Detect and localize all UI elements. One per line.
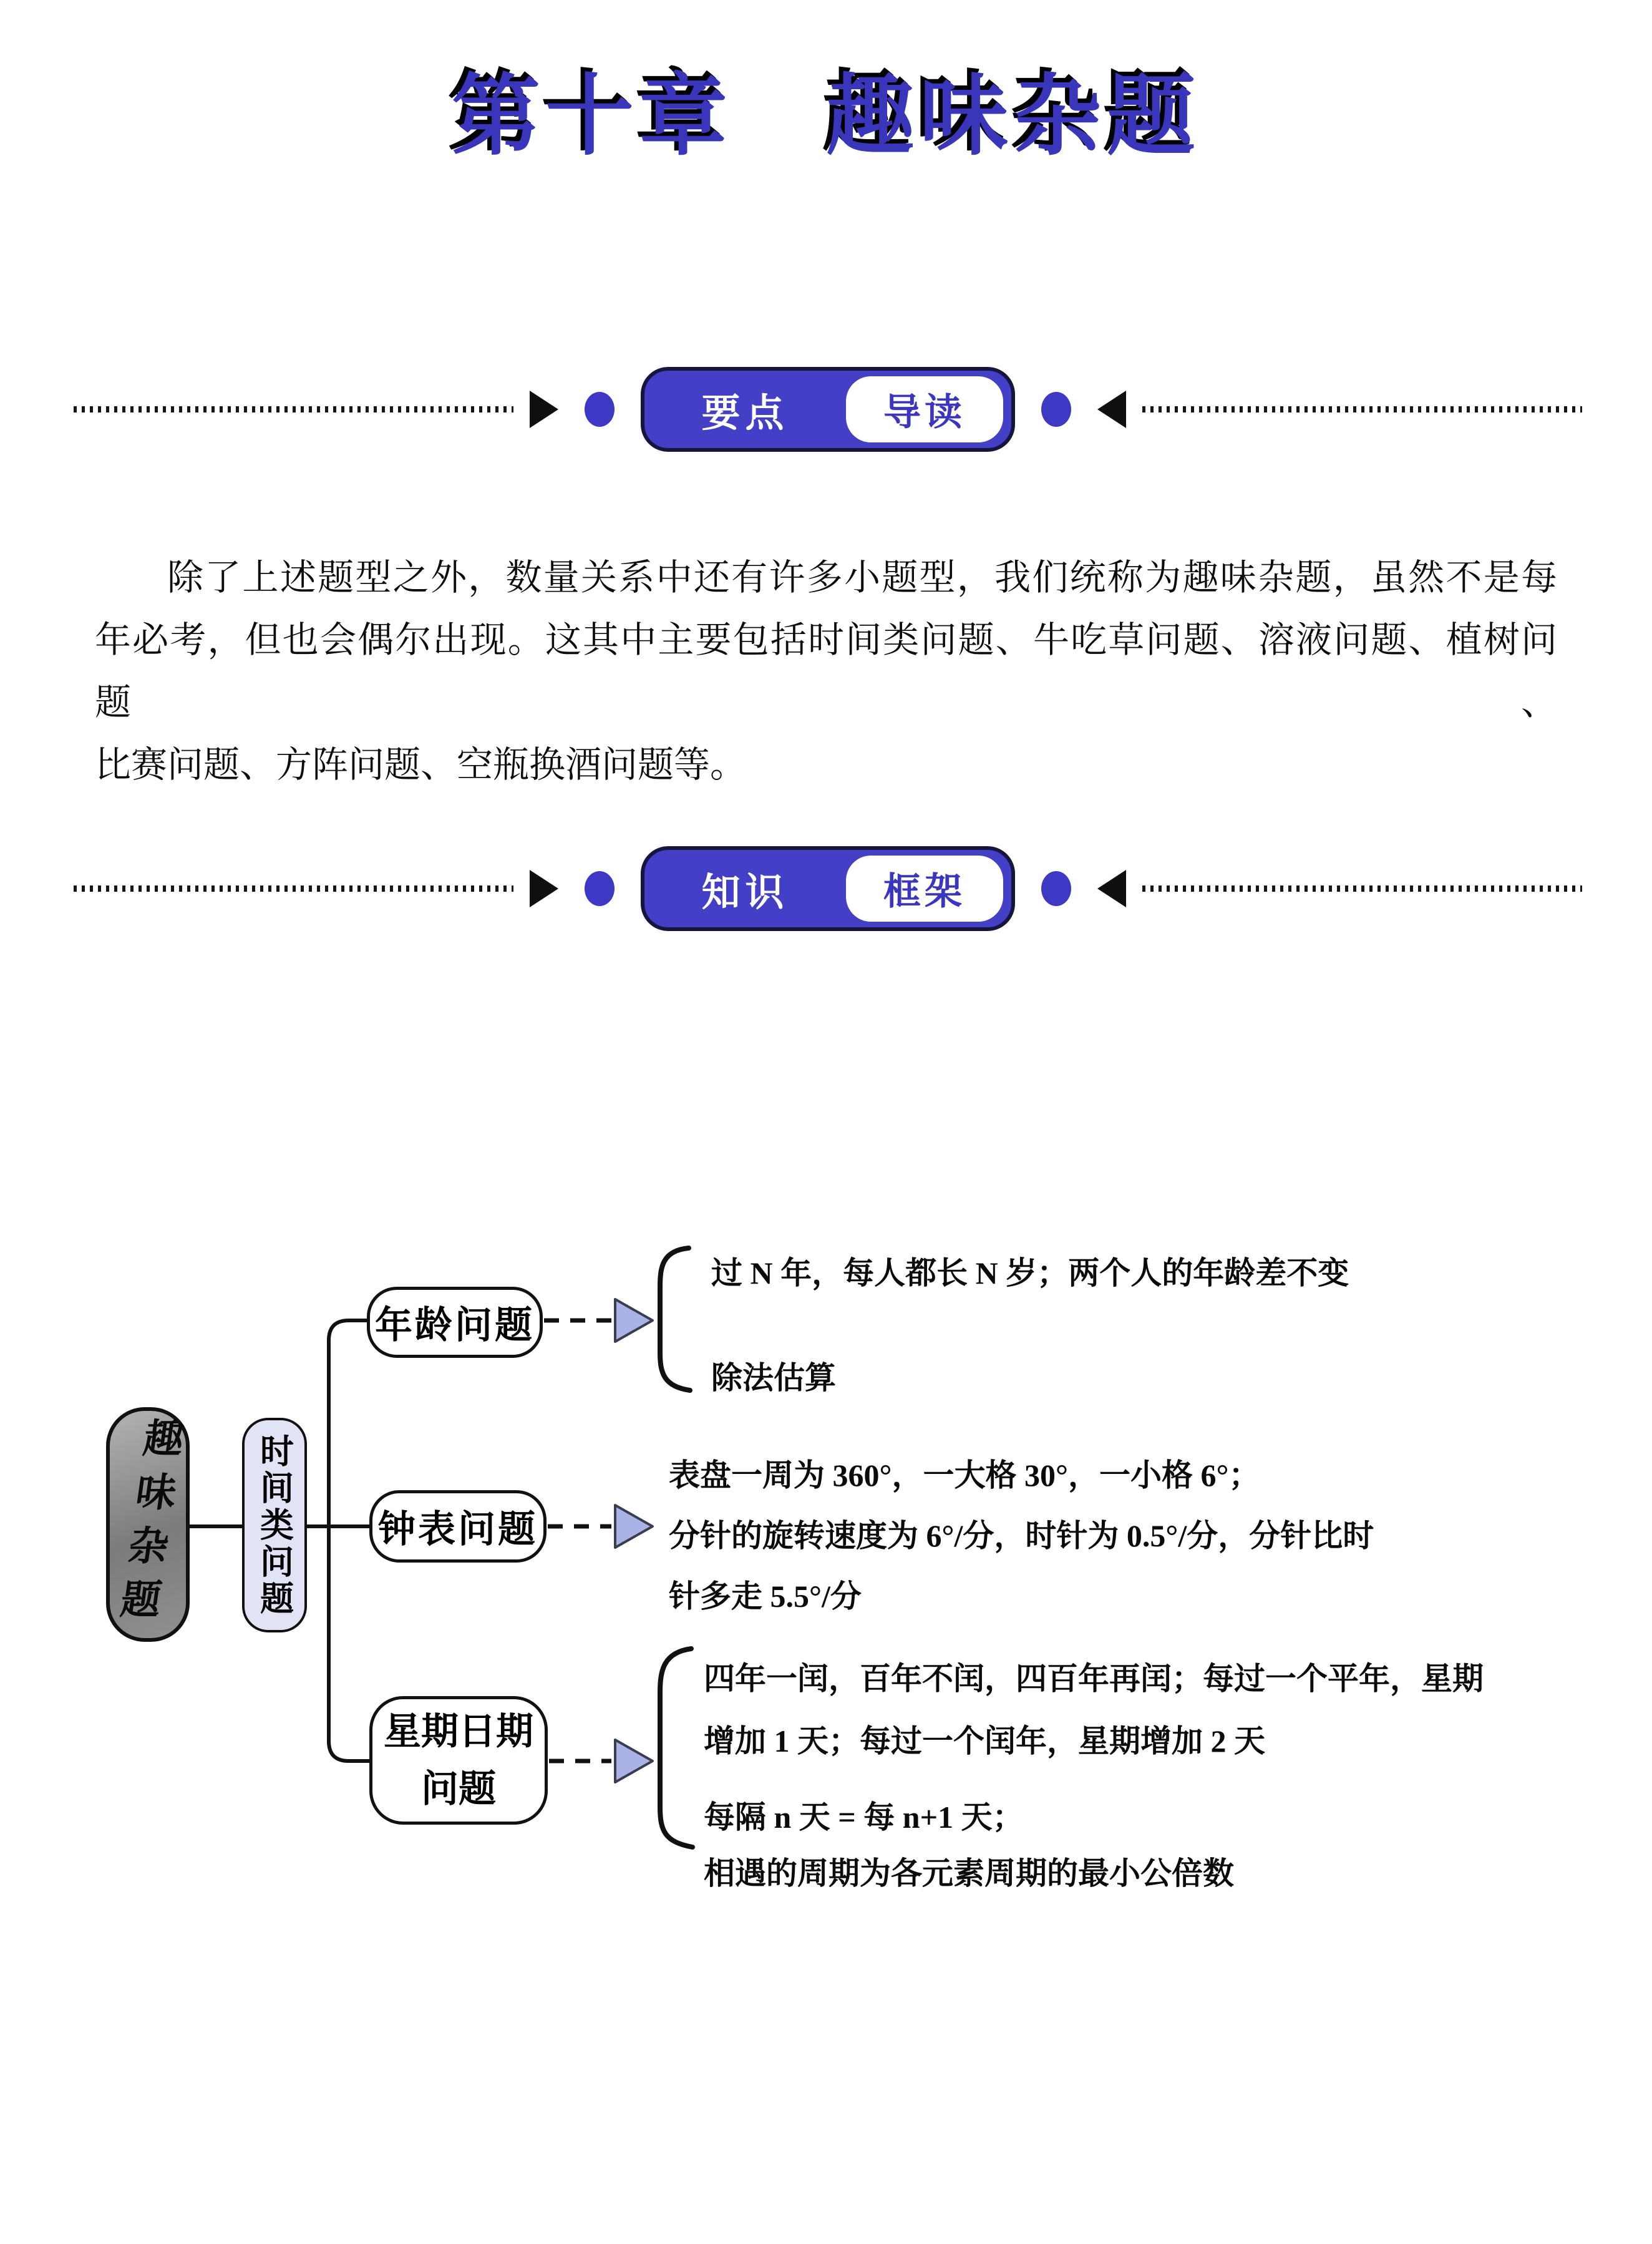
triangle-arrow-icon [615,1299,653,1342]
week-note-line: 每隔 n 天 = 每 n+1 天； [704,1800,1024,1835]
branch-node-label: 星期日期问题 [384,1711,533,1810]
week-note-line: 四年一闰，百年不闰，四百年再闰；每过一个平年，星期 [704,1661,1484,1696]
age-note-1: 过 N 年，每人都长 N 岁；两个人的年龄差不变 [711,1256,1349,1290]
branch-node-week-date-problem [369,1696,548,1825]
branch-node-clock-problem [369,1490,547,1563]
intro-line: 比赛问题、方阵问题、空瓶换酒问题等。 [95,744,747,785]
root-node-fun-problems [106,1407,190,1642]
clock-note-line: 针多走 5.5°/分 [669,1579,862,1614]
clock-note-line: 表盘一周为 360°，一大格 30°，一小格 6°； [669,1458,1260,1493]
root-node-label: 趣味杂题 [110,1417,186,1632]
age-note-2: 除法估算 [711,1360,836,1395]
badge-label-right: 导读 [846,376,1003,442]
category-node-label: 时间类问题 [255,1433,293,1617]
week-note-line: 相遇的周期为各元素周期的最小公倍数 [704,1856,1234,1891]
clock-note-line: 分针的旋转速度为 6°/分，时针为 0.5°/分，分针比时 [669,1518,1374,1553]
week-note-line: 增加 1 天；每过一个闰年，星期增加 2 天 [704,1724,1265,1759]
branch-node-label: 年龄问题 [375,1305,535,1346]
badge-label-right: 框架 [846,856,1003,922]
triangle-arrow-icon [615,1505,653,1548]
intro-line: 年必考，但也会偶尔出现。这其中主要包括时间类问题、牛吃草问题、溶液问题、植树问题、 [95,620,1557,723]
clock-notes [669,1445,1374,1627]
brace-week [660,1649,692,1847]
triangle-arrow-icon [615,1740,653,1782]
intro-line: 除了上述题型之外，数量关系中还有许多小题型，我们统称为趣味杂题，虽然不是每 [167,557,1557,598]
page-title: 第十章 趣味杂题 [452,67,1200,166]
category-node-time-problems [242,1418,307,1632]
branch-node-label: 钟表问题 [378,1509,538,1550]
badge-label-left: 知识 [701,871,789,914]
brace-age [660,1248,690,1390]
badge-label-left: 要点 [701,391,789,435]
connector-spine-to-age [329,1320,367,1526]
branch-node-age-problem [367,1287,543,1358]
connector-spine-to-week [329,1526,369,1761]
